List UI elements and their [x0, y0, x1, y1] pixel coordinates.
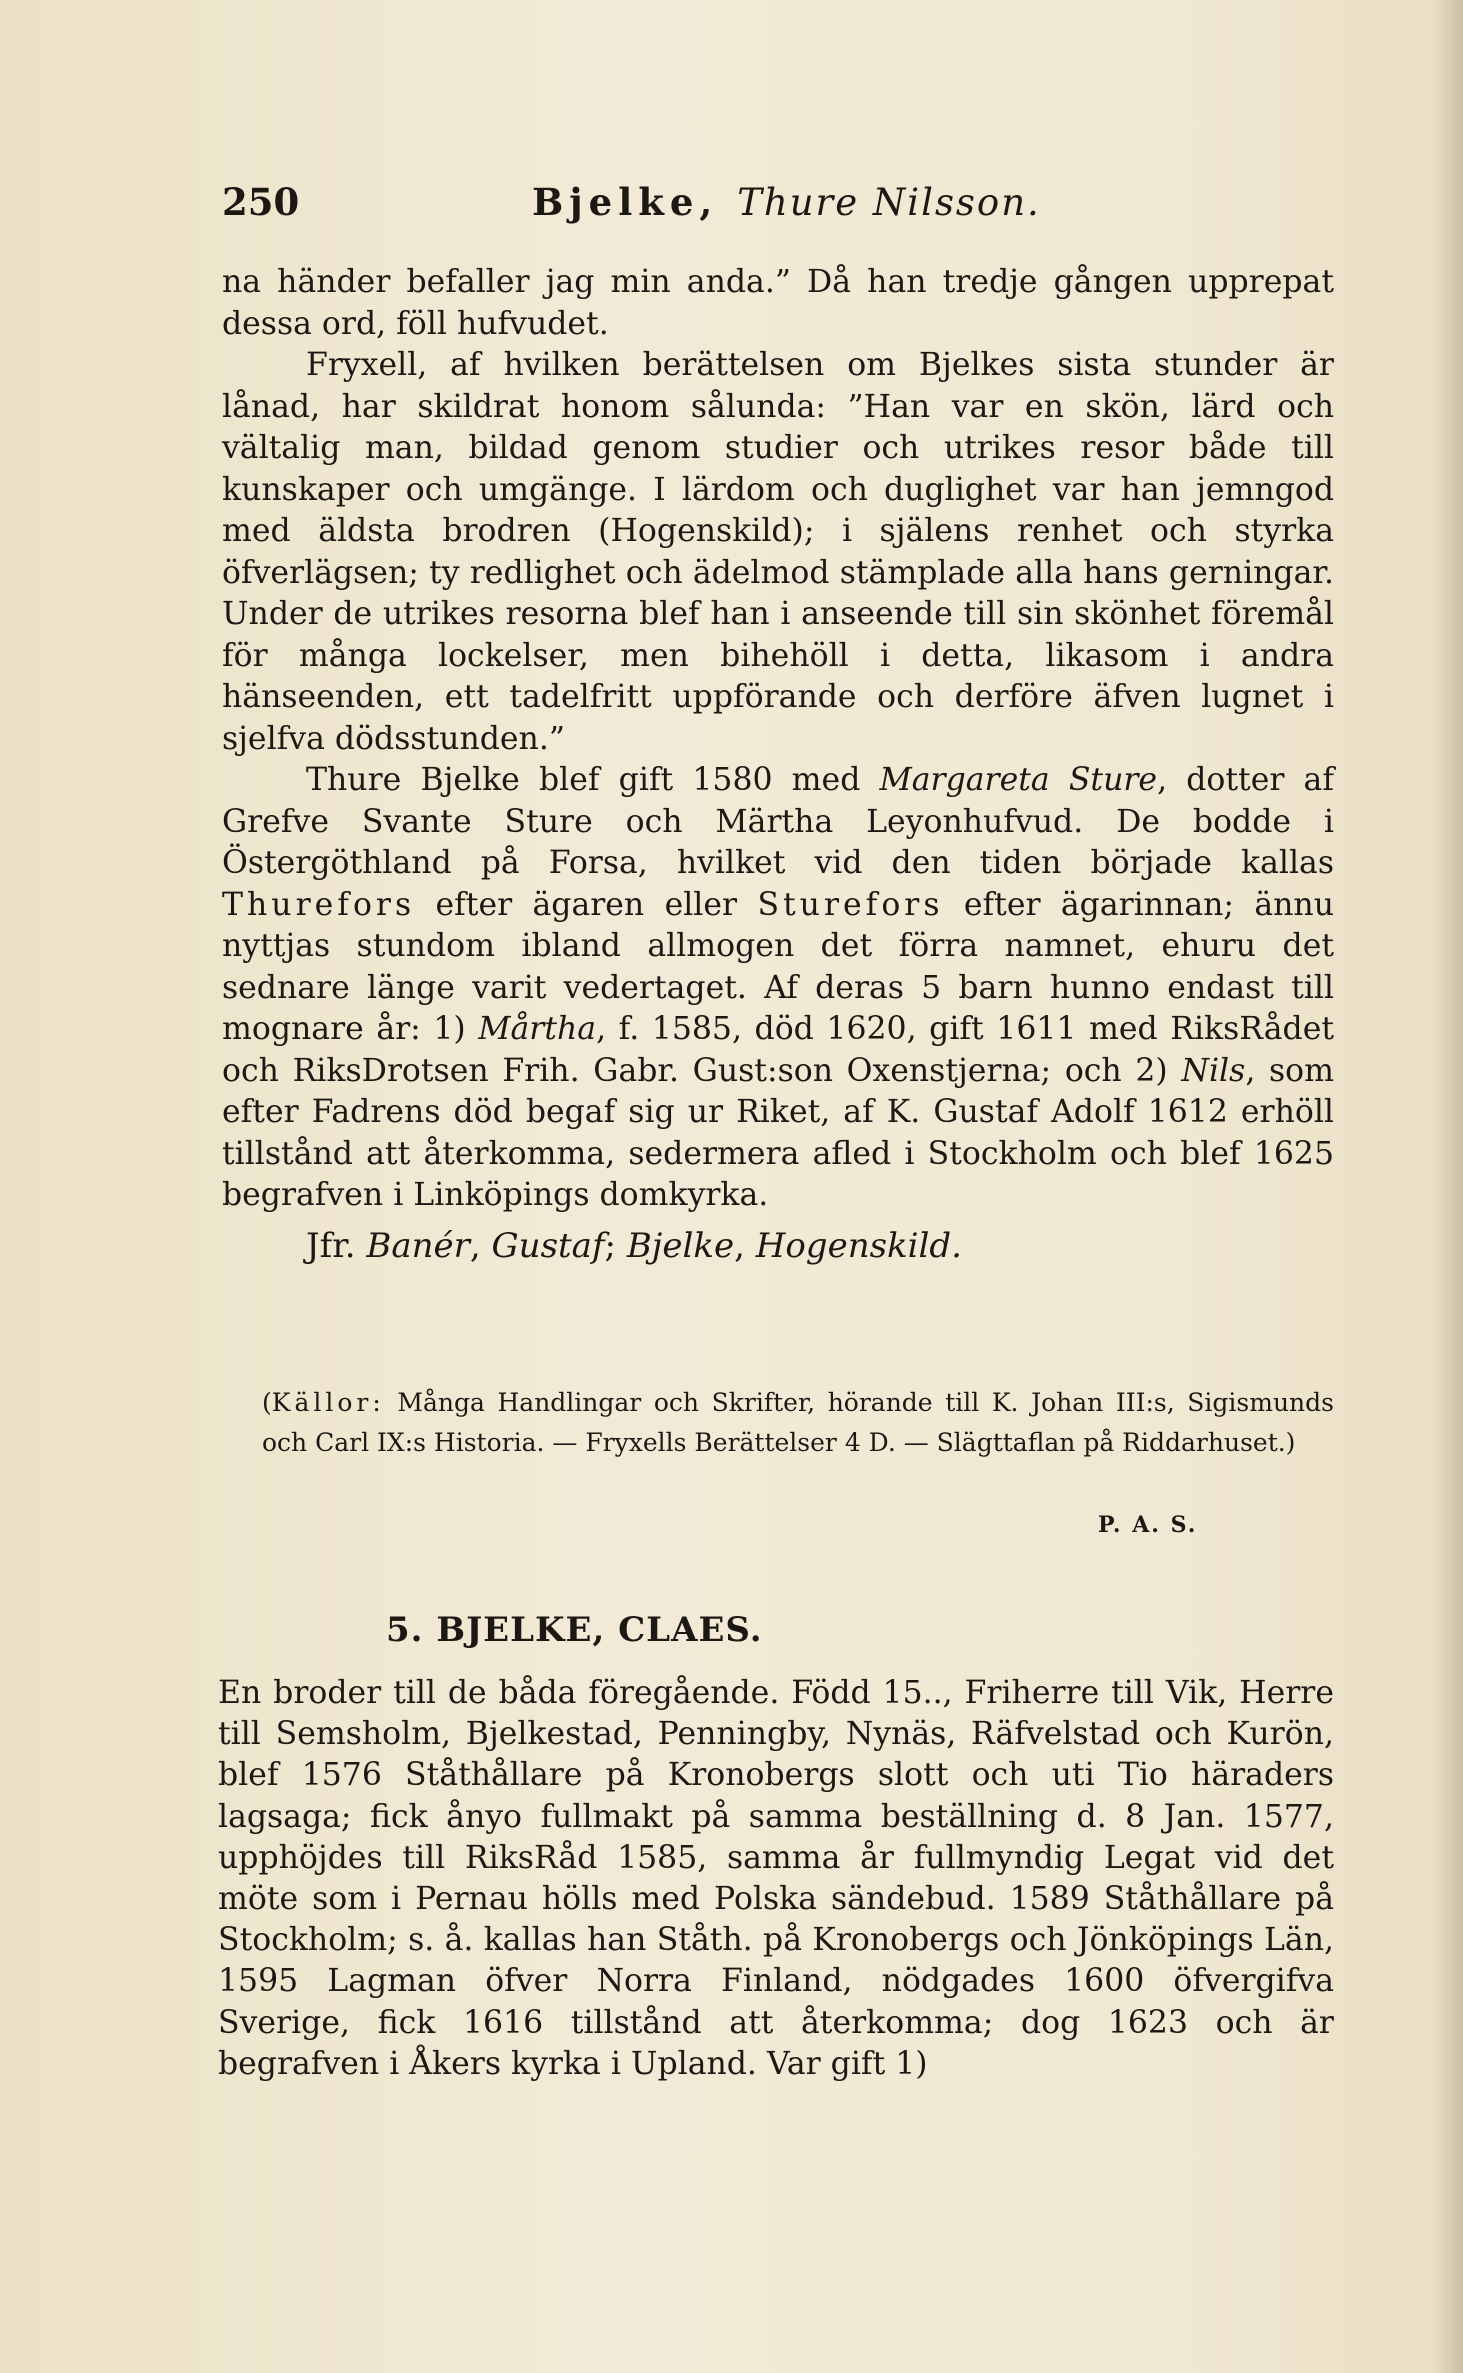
running-title-name: Bjelke,	[532, 180, 719, 224]
section-text	[218, 1673, 1334, 2085]
paragraph-1: na händer befaller jag min anda.” Då han tredje gången upprepat dessa ord, föll hufvudet.	[222, 264, 1334, 342]
main-text	[222, 262, 1334, 1275]
p3-text-a: Thure Bjelke blef gift 1580 med	[306, 762, 861, 798]
name-martha: Mårtha	[478, 1011, 597, 1047]
xref-gustaf: Gustaf	[491, 1225, 605, 1266]
xref-bjelke: Bjelke	[626, 1225, 735, 1266]
p3-text-i: , f. 1585, död 1620, gift 1611 med RiksRådet och RiksDrotsen Frih. Gabr. Gust:son Oxenstjerna; och 2)	[222, 1011, 1334, 1089]
section-heading: 5. BJELKE, CLAES.	[386, 1610, 763, 1650]
running-title-subtitle: Thure Nilsson.	[737, 181, 1041, 224]
place-thurefors: Thurefors	[222, 886, 416, 923]
place-sturefors: Sturefors	[757, 886, 944, 923]
sources-text: Många Handlingar och Skrifter, hörande till K. Johan III:s, Sigismunds och Carl IX:s Historia. — Fryxells Berättelser 4 D. — Slägttaflan på Riddarhuset.)	[262, 1388, 1334, 1457]
p3-text-g: efter ägarinnan; ännu nyttjas stundom ibland allmogen det förra namnet, ehuru det sednare länge varit vedertaget. Af deras 5 barn hunno endast till mognare år: 1)	[222, 886, 1334, 1047]
sources-paren: (	[262, 1388, 272, 1417]
page-header	[222, 180, 1334, 230]
cross-reference: Jfr. Banér, Gustaf; Bjelke, Hogenskild.	[306, 1225, 962, 1266]
paragraph-2: Fryxell, af hvilken berättelsen om Bjelkes sista stunder är lånad, har skildrat honom sålunda: ”Han var en skön, lärd och vältalig man, bildad genom studier och utrikes resor både till kunskaper och umgänge. I lärdom och duglighet var han jemngod med äldsta brodren (Hogenskild); i själens renhet och styrka öfverlägsen; ty redlighet och ädelmod stämplade alla hans gerningar. Under de utrikes resorna blef han i anseende till sin skönhet föremål för många lockelser, men bihehöll i detta, likasom i andra hänseenden, ett tadelfritt uppförande och derföre äfven lugnet i sjelfva dödsstunden.”	[222, 347, 1334, 757]
author-signature: P. A. S.	[1098, 1512, 1198, 1538]
name-margareta-sture: Margareta Sture	[879, 762, 1158, 798]
p3-text-e: efter ägaren eller	[435, 886, 738, 923]
jfr-label: Jfr.	[306, 1225, 356, 1266]
sources-note	[262, 1383, 1334, 1463]
p3-text-k: , som efter Fadrens död begaf sig ur Riket, af K. Gustaf Adolf 1612 erhöll tillstånd att återkomma, sedermera afled i Stockholm och blef 1625 begrafven i Linköpings domkyrka.	[222, 1052, 1335, 1213]
xref-baner: Banér	[366, 1225, 470, 1266]
p3-text-c: , dotter af Grefve Svante Sture och Märtha Leyonhufvud. De bodde i Östergöthland på Forsa, hvilket vid den tiden började kallas	[222, 762, 1334, 881]
running-title	[532, 180, 1041, 224]
page-edge-shadow	[1433, 0, 1463, 2373]
page-number: 250	[222, 180, 300, 224]
section-paragraph: En broder till de båda föregående. Född 15.., Friherre till Vik, Herre till Semsholm, Bjelkestad, Penningby, Nynäs, Räfvelstad och Kurön, blef 1576 Ståthållare på Kronobergs slott och uti Tio häraders lagsaga; fick ånyo fullmakt på samma beställning d. 8 Jan. 1577, upphöjdes till RiksRåd 1585, samma år fullmyndig Legat vid det möte som i Pernau hölls med Polska sändebud. 1589 Ståthållare på Stockholm; s. å. kallas han Ståth. på Kronobergs och Jönköpings Län, 1595 Lagman öfver Norra Finland, nödgades 1600 öfvergifva Sverige, fick 1616 tillstånd att återkomma; dog 1623 och är begrafven i Åkers kyrka i Upland. Var gift 1)	[218, 1675, 1334, 2082]
sources-label: Källor:	[271, 1388, 385, 1417]
paragraph-3	[222, 760, 1334, 1217]
name-nils: Nils	[1181, 1052, 1246, 1089]
xref-hogenskild: Hogenskild.	[755, 1225, 962, 1266]
